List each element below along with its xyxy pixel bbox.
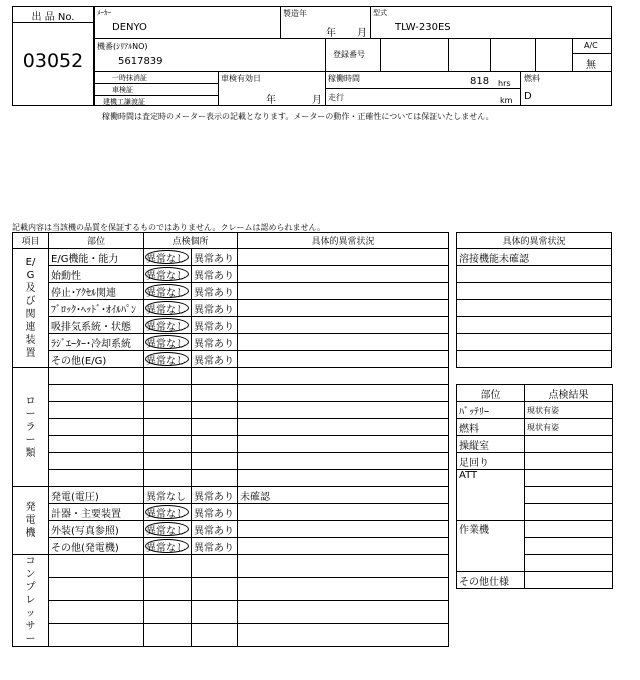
part-cell <box>49 624 144 647</box>
check-ok-cell <box>144 487 192 504</box>
table-row <box>13 521 449 538</box>
detail-cell <box>238 504 449 521</box>
table-row <box>13 555 449 578</box>
check-ng-cell <box>192 538 238 555</box>
side-detail-cell <box>457 266 612 283</box>
inspect-year: 年 <box>266 95 276 106</box>
hours-unit: hrs <box>498 79 511 88</box>
check-ng-cell <box>192 555 238 578</box>
check-ng-cell <box>192 601 238 624</box>
check-ok-cell <box>144 385 192 402</box>
side-detail-row <box>457 317 612 334</box>
ng-option: 異常あり <box>194 270 234 282</box>
side-detail-header: 具体的異常状況 <box>457 233 612 249</box>
side-parts-table <box>456 384 613 589</box>
ok-circle-mark <box>145 284 189 298</box>
detail-cell <box>238 453 449 470</box>
table-row <box>13 351 449 368</box>
col-detail-header: 具体的異常状況 <box>238 233 449 249</box>
detail-cell <box>238 283 449 300</box>
side-part-cell: その他仕様 <box>457 572 525 589</box>
detail-cell <box>238 402 449 419</box>
detail-cell <box>238 601 449 624</box>
table-row <box>13 487 449 504</box>
table-row <box>13 470 449 487</box>
detail-cell <box>238 317 449 334</box>
detail-cell <box>238 578 449 601</box>
check-ng-cell <box>192 578 238 601</box>
table-row <box>13 436 449 453</box>
side-result-cell <box>525 538 613 555</box>
side-detail-row <box>457 351 612 368</box>
detail-cell <box>238 368 449 385</box>
table-row <box>13 249 449 266</box>
side-detail-cell: 溶接機能未確認 <box>457 249 612 266</box>
ok-circle-mark <box>145 539 189 553</box>
part-cell <box>49 402 144 419</box>
side-parts-row <box>457 453 613 470</box>
side-detail-row <box>457 283 612 300</box>
check-ok-cell <box>144 521 192 538</box>
check-ok-cell <box>144 402 192 419</box>
side-part-cell: 操縦室 <box>457 436 525 453</box>
table-row <box>13 624 449 647</box>
ac-value: 無 <box>586 60 596 71</box>
hours-value: 818 <box>470 76 490 87</box>
side-result-header: 点検結果 <box>525 385 613 402</box>
side-result-cell <box>525 470 613 487</box>
check-ng-cell <box>192 317 238 334</box>
maker-value: DENYO <box>112 22 147 33</box>
ok-circle-mark <box>145 522 189 536</box>
side-detail-cell <box>457 300 612 317</box>
part-label: その他(発電機) <box>51 542 119 554</box>
ok-option: 異常なし <box>146 304 186 316</box>
inspect-month: 月 <box>312 95 322 106</box>
section-label-text: E/G及び関連装置 <box>25 257 36 359</box>
part-cell <box>49 300 144 317</box>
side-result-cell <box>525 436 613 453</box>
table-row <box>13 504 449 521</box>
check-ng-cell <box>192 402 238 419</box>
table-row <box>13 368 449 385</box>
section-label-text: 発電機 <box>25 502 36 539</box>
ok-circle-mark <box>145 250 189 264</box>
disclaimer: 記載内容は当該機の品質を保証するものではありません。クレームは認められません。 <box>12 223 325 232</box>
ok-option: 異常なし <box>146 355 186 367</box>
detail-cell <box>238 334 449 351</box>
detail-cell <box>238 470 449 487</box>
ok-circle-mark <box>145 301 189 315</box>
part-cell <box>49 266 144 283</box>
section-label-text: コンプレッサー <box>25 556 36 645</box>
check-ng-cell <box>192 419 238 436</box>
lot-number: 03052 <box>22 50 84 72</box>
inspection-table <box>12 232 449 647</box>
check-ng-cell <box>192 521 238 538</box>
travel-unit: km <box>500 96 513 105</box>
part-cell <box>49 453 144 470</box>
hours-note: 稼働時間は査定時のメーター表示の記載となります。メーターの動作・正確性については保証いたしません。 <box>102 112 494 121</box>
check-ok-cell <box>144 470 192 487</box>
side-part-cell: 足回り <box>457 453 525 470</box>
check-ng-cell <box>192 436 238 453</box>
table-row <box>13 402 449 419</box>
check-ok-cell <box>144 368 192 385</box>
table-row <box>13 266 449 283</box>
cert-3: 建機工謙渡証 <box>103 98 145 106</box>
check-ok-cell <box>144 334 192 351</box>
detail-cell <box>238 555 449 578</box>
detail-cell <box>238 487 449 504</box>
side-detail-row <box>457 334 612 351</box>
part-cell <box>49 504 144 521</box>
detail-cell <box>238 385 449 402</box>
part-cell <box>49 601 144 624</box>
fuel-label: 燃料 <box>524 74 540 83</box>
side-parts-row <box>457 521 613 538</box>
side-part-cell: ﾊﾞｯﾃﾘｰ <box>457 402 525 419</box>
ok-circle-mark <box>145 267 189 281</box>
hours-label: 稼働時間 <box>328 74 360 83</box>
part-cell <box>49 419 144 436</box>
check-ok-cell <box>144 283 192 300</box>
check-ok-cell <box>144 436 192 453</box>
check-ng-cell <box>192 470 238 487</box>
check-ok-cell <box>144 624 192 647</box>
fuel-value: D <box>524 91 532 102</box>
detail-cell <box>238 351 449 368</box>
cert-1: 一時抹消証 <box>112 74 147 82</box>
check-ng-cell <box>192 487 238 504</box>
side-part-header: 部位 <box>457 385 525 402</box>
col-check-header: 点検個所 <box>144 233 238 249</box>
check-ng-cell <box>192 368 238 385</box>
ok-option: 異常なし <box>146 491 186 503</box>
check-ok-cell <box>144 601 192 624</box>
check-ok-cell <box>144 419 192 436</box>
part-label: 停止･ｱｸｾﾙ関連 <box>51 287 116 299</box>
side-detail-cell <box>457 334 612 351</box>
travel-label: 走行 <box>328 93 344 102</box>
cert-2: 車検証 <box>112 86 133 94</box>
check-ok-cell <box>144 578 192 601</box>
check-ok-cell <box>144 300 192 317</box>
ok-circle-mark <box>145 352 189 366</box>
side-parts-row <box>457 402 613 419</box>
part-label: 始動性 <box>51 270 81 282</box>
check-ng-cell <box>192 334 238 351</box>
side-result-cell <box>525 453 613 470</box>
detail-cell <box>238 266 449 283</box>
serial-value: 5617839 <box>118 56 163 67</box>
part-label: 発電(電圧) <box>51 491 99 503</box>
detail-cell <box>238 436 449 453</box>
check-ok-cell <box>144 555 192 578</box>
model-label: 型式 <box>373 9 387 17</box>
side-result-cell <box>525 521 613 538</box>
detail-cell <box>238 249 449 266</box>
ng-option: 異常あり <box>194 253 234 265</box>
side-detail-cell <box>457 283 612 300</box>
table-row <box>13 300 449 317</box>
part-label: 外装(写真参照) <box>51 525 119 537</box>
ok-circle-mark <box>145 318 189 332</box>
ng-option: 異常あり <box>194 525 234 537</box>
side-parts-row <box>457 436 613 453</box>
part-label: ﾌﾞﾛｯｸ･ﾍｯﾄﾞ･ｵｲﾙﾊﾟﾝ <box>51 304 136 316</box>
side-detail-row <box>457 266 612 283</box>
section-label <box>13 555 49 647</box>
side-parts-row <box>457 572 613 589</box>
table-row <box>13 283 449 300</box>
ok-circle-mark <box>145 505 189 519</box>
ng-option: 異常あり <box>194 542 234 554</box>
check-ok-cell <box>144 453 192 470</box>
ok-option: 異常なし <box>146 508 186 520</box>
table-row <box>13 334 449 351</box>
check-ng-cell <box>192 453 238 470</box>
part-cell <box>49 249 144 266</box>
inspect-label: 車検有効日 <box>221 74 261 83</box>
ok-circle-mark <box>145 335 189 349</box>
serial-label: 機番(ｼﾘｱﾙNO) <box>97 42 148 51</box>
table-row <box>13 538 449 555</box>
month-unit: 月 <box>357 28 367 39</box>
table-row <box>13 419 449 436</box>
ok-option: 異常なし <box>146 338 186 350</box>
section-label <box>13 368 49 487</box>
side-result-cell <box>525 572 613 589</box>
check-ok-cell <box>144 249 192 266</box>
part-label: ﾗｼﾞｴｰﾀｰ･冷却系統 <box>51 338 131 350</box>
part-cell <box>49 487 144 504</box>
section-label-text: ローラー類 <box>25 395 36 459</box>
section-label <box>13 249 49 368</box>
part-cell <box>49 538 144 555</box>
part-cell <box>49 385 144 402</box>
side-detail-cell <box>457 317 612 334</box>
ok-option: 異常なし <box>146 270 186 282</box>
part-cell <box>49 334 144 351</box>
ng-option: 異常あり <box>194 508 234 520</box>
part-cell <box>49 283 144 300</box>
ok-option: 異常なし <box>146 253 186 265</box>
part-cell <box>49 436 144 453</box>
side-part-cell: 燃料 <box>457 419 525 436</box>
check-ok-cell <box>144 266 192 283</box>
ng-option: 異常あり <box>194 338 234 350</box>
check-ng-cell <box>192 385 238 402</box>
side-result-cell <box>525 555 613 572</box>
part-cell <box>49 521 144 538</box>
table-row <box>13 578 449 601</box>
ng-option: 異常あり <box>194 304 234 316</box>
side-result-cell: 現状有姿 <box>525 419 613 436</box>
side-detail-table <box>456 232 612 368</box>
table-row <box>13 601 449 624</box>
check-ng-cell <box>192 351 238 368</box>
part-label: その他(E/G) <box>51 355 107 367</box>
side-part-cell: ATT <box>457 470 525 521</box>
col-part-header: 部位 <box>49 233 144 249</box>
side-detail-cell <box>457 351 612 368</box>
lot-label: 出 品 No. <box>31 12 75 23</box>
side-parts-row <box>457 419 613 436</box>
ok-option: 異常なし <box>146 321 186 333</box>
check-ok-cell <box>144 538 192 555</box>
year-label: 製造年 <box>283 9 307 18</box>
year-unit: 年 <box>326 28 336 39</box>
ok-option: 異常なし <box>146 542 186 554</box>
part-cell <box>49 368 144 385</box>
side-result-cell <box>525 487 613 504</box>
side-detail-row <box>457 300 612 317</box>
section-label <box>13 487 49 555</box>
ng-option: 異常あり <box>194 287 234 299</box>
check-ng-cell <box>192 249 238 266</box>
side-part-cell: 作業機 <box>457 521 525 572</box>
check-ok-cell <box>144 317 192 334</box>
detail-cell <box>238 538 449 555</box>
ac-label: A/C <box>584 41 598 50</box>
ng-option: 異常あり <box>194 355 234 367</box>
detail-cell <box>238 521 449 538</box>
check-ng-cell <box>192 283 238 300</box>
ng-option: 異常あり <box>194 491 234 503</box>
side-result-cell <box>525 504 613 521</box>
reg-label: 登録番号 <box>333 50 365 59</box>
col-item-header: 項目 <box>13 233 49 249</box>
part-label: E/G機能・能力 <box>51 253 119 265</box>
detail-cell <box>238 624 449 647</box>
table-row <box>13 453 449 470</box>
side-parts-row <box>457 470 613 487</box>
part-cell <box>49 578 144 601</box>
part-cell <box>49 470 144 487</box>
part-cell <box>49 317 144 334</box>
side-detail-row <box>457 249 612 266</box>
table-row <box>13 317 449 334</box>
check-ok-cell <box>144 504 192 521</box>
part-label: 吸排気系統・状態 <box>51 321 131 333</box>
maker-label: ﾒｰｶｰ <box>97 9 111 17</box>
detail-cell <box>238 300 449 317</box>
check-ng-cell <box>192 300 238 317</box>
check-ng-cell <box>192 266 238 283</box>
detail-cell <box>238 419 449 436</box>
part-label: 計器・主要装置 <box>51 508 121 520</box>
ok-option: 異常なし <box>146 525 186 537</box>
ok-option: 異常なし <box>146 287 186 299</box>
model-value: TLW-230ES <box>395 22 451 33</box>
ng-option: 異常あり <box>194 321 234 333</box>
table-row <box>13 385 449 402</box>
part-cell <box>49 351 144 368</box>
detail-text: 未確認 <box>240 491 271 503</box>
side-result-cell: 現状有姿 <box>525 402 613 419</box>
part-cell <box>49 555 144 578</box>
check-ng-cell <box>192 624 238 647</box>
check-ok-cell <box>144 351 192 368</box>
check-ng-cell <box>192 504 238 521</box>
